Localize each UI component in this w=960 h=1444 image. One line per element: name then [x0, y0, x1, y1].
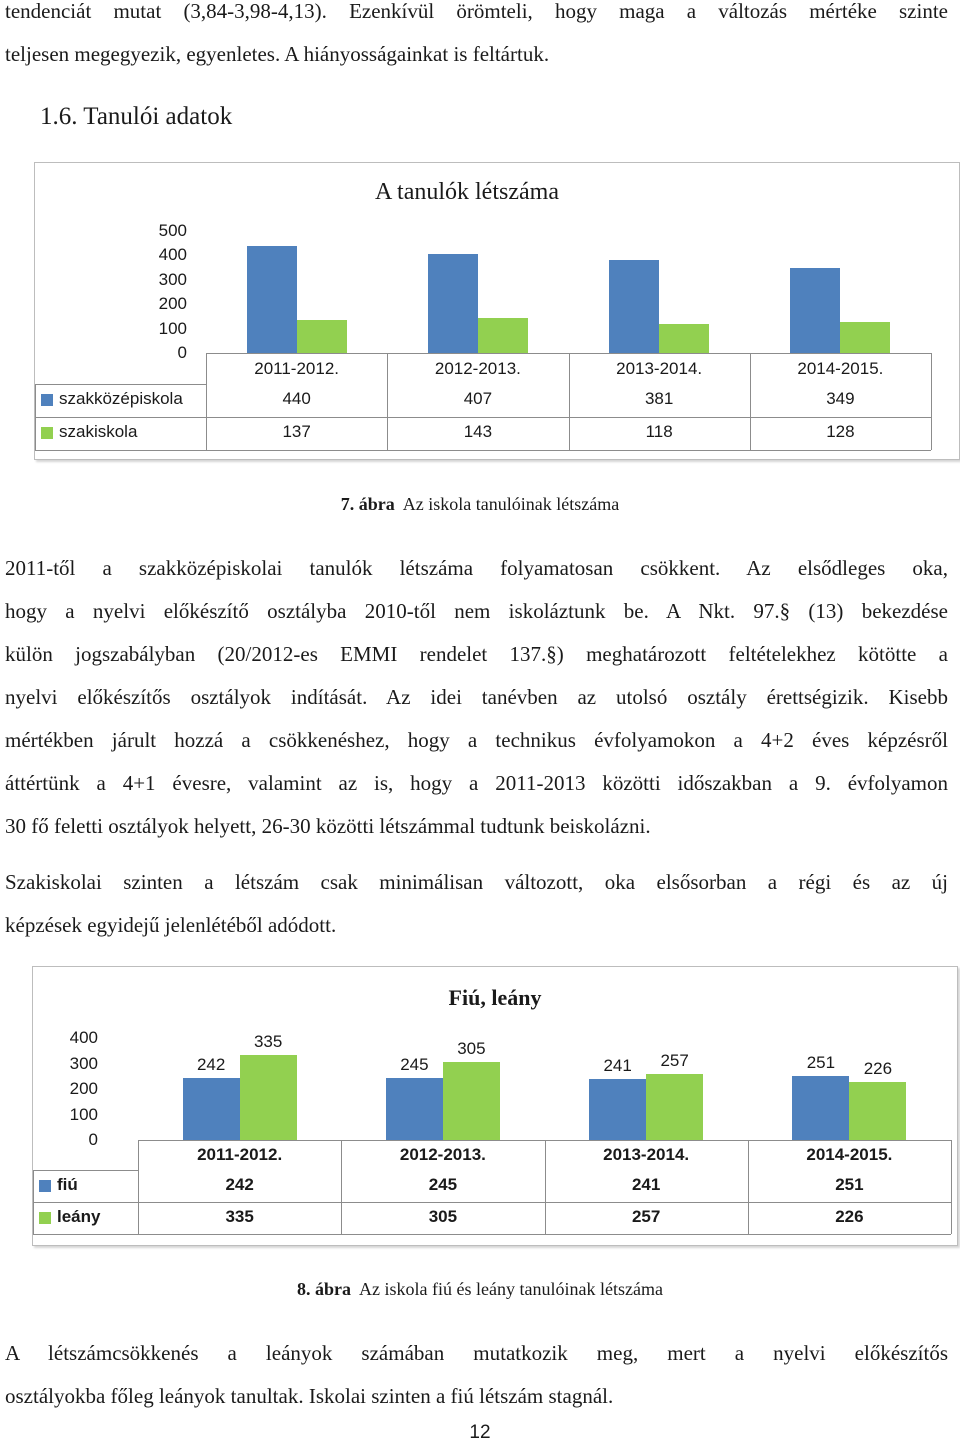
intro-paragraph: [5, 0, 948, 76]
data-label: 245: [400, 1054, 429, 1074]
y-tick-label: 0: [177, 343, 187, 362]
caption-text: Az iskola tanulóinak létszáma: [402, 494, 620, 514]
caption-number: 7. ábra: [340, 494, 395, 514]
page-number: 12: [469, 1422, 491, 1443]
table-cell: 257: [631, 1207, 661, 1226]
y-tick-label: 300: [158, 269, 187, 289]
bar-fiú-2011-2012.: [183, 1078, 240, 1140]
chart-students-count: [34, 162, 960, 460]
table-gridline: [35, 450, 931, 451]
table-gridline: [35, 384, 206, 385]
bar-szakiskola-2014-2015.: [840, 322, 890, 353]
bar-leány-2014-2015.: [849, 1082, 906, 1140]
table-cell: 349: [826, 389, 855, 408]
table-gridline: [35, 417, 931, 418]
text-line: mértékben járult hozzá a csökkenéshez, hogy a technikus évfolyamokon a 4+2 éves képzésről: [5, 728, 948, 752]
y-tick-label: 500: [158, 221, 187, 240]
text-line: képzések egyidejű jelenlétéből adódott.: [5, 913, 337, 937]
table-cell: 242: [225, 1175, 254, 1194]
caption-text: Az iskola fiú és leány tanulóinak létszáma: [359, 1279, 663, 1299]
data-label: 257: [660, 1051, 689, 1071]
bar-szakközépiskola-2014-2015.: [790, 268, 840, 353]
y-tick-label: 100: [158, 318, 187, 338]
text-line: 30 fő feletti osztályok helyett, 26-30 közötti létszámmal tudtunk beiskolázni.: [5, 814, 651, 838]
table-cell: 407: [463, 389, 493, 408]
data-label: 241: [603, 1055, 632, 1075]
bar-leány-2012-2013.: [443, 1062, 500, 1140]
x-tick-label: 2014-2015.: [797, 359, 884, 378]
y-tick-label: 400: [158, 245, 187, 265]
table-cell: 241: [631, 1175, 661, 1194]
data-label: 251: [806, 1052, 836, 1072]
data-label: 226: [863, 1059, 893, 1079]
y-tick-label: 400: [69, 1028, 98, 1047]
legend-key-szakközépiskola: [41, 394, 53, 406]
table-cell: 128: [826, 422, 855, 441]
text-line: nyelvi előkészítős osztályok indítását. Az idei tanévben az utolsó osztály érettségizik. Kisebb: [5, 685, 948, 709]
paragraph-girls: [5, 1332, 948, 1418]
bar-szakközépiskola-2012-2013.: [428, 254, 478, 353]
table-cell: 440: [282, 389, 311, 408]
y-tick-label: 100: [69, 1104, 98, 1124]
table-cell: 335: [225, 1207, 254, 1226]
bar-szakiskola-2012-2013.: [478, 318, 528, 353]
text-line: külön jogszabályban (20/2012-es EMMI rendelet 137.§) meghatározott feltételekhez kötötte a: [5, 642, 948, 666]
text-line: A létszámcsökkenés a leányok számában mutatkozik meg, mert a nyelvi előkészítős: [5, 1341, 948, 1365]
chart-title: Fiú, leány: [448, 985, 542, 1010]
bar-szakközépiskola-2011-2012.: [247, 246, 297, 353]
legend-label: szakiskola: [59, 422, 138, 441]
table-gridline: [33, 1202, 951, 1203]
table-cell: 226: [835, 1207, 864, 1226]
paragraph-vocational: [5, 861, 948, 947]
table-cell: 118: [645, 422, 673, 441]
x-tick-label: 2011-2012.: [254, 359, 339, 378]
x-tick-label: 2012-2013.: [434, 359, 521, 378]
table-gridline: [35, 384, 36, 450]
bar-fiú-2014-2015.: [792, 1076, 849, 1140]
bar-szakközépiskola-2013-2014.: [609, 260, 659, 353]
table-cell: 305: [428, 1207, 458, 1226]
legend-label: leány: [57, 1207, 101, 1226]
caption-number: 8. ábra: [297, 1279, 352, 1299]
text-line: hogy a nyelvi előkészítő osztályba 2010-től nem iskoláztunk be. A Nkt. 97.§ (13) bekezdése: [5, 599, 948, 623]
bar-szakiskola-2013-2014.: [659, 324, 709, 353]
data-label: 242: [196, 1055, 226, 1075]
data-label: 305: [457, 1039, 486, 1059]
text-line: Szakiskolai szinten a létszám csak minimálisan változott, oka elsősorban a régi és az új: [5, 870, 948, 894]
text-line: tendenciát mutat (3,84-3,98-4,13). Ezenkívül örömteli, hogy maga a változás mértéke szinte: [5, 0, 948, 23]
legend-label: fiú: [57, 1175, 78, 1194]
figure-caption: [0, 1279, 960, 1300]
bar-szakiskola-2011-2012.: [297, 320, 347, 353]
table-gridline: [951, 1140, 952, 1234]
y-tick-label: 300: [69, 1053, 98, 1073]
bar-leány-2013-2014.: [646, 1074, 703, 1140]
text-line: 2011-től a szakközépiskolai tanulók létszáma folyamatosan csökkent. Az elsődleges oka,: [5, 556, 948, 580]
legend-key-leány: [39, 1212, 51, 1224]
text-line: áttértünk a 4+1 évesre, valamint az is, hogy a 2011-2013 közötti időszakban a 9. évfolyamon: [5, 771, 948, 795]
table-cell: 143: [463, 422, 493, 441]
table-gridline: [33, 1234, 951, 1235]
x-tick-label: 2013-2014.: [603, 1145, 690, 1164]
data-label: 335: [253, 1031, 283, 1051]
bar-fiú-2013-2014.: [589, 1079, 646, 1140]
table-cell: 245: [428, 1175, 458, 1194]
chart-title: A tanulók létszáma: [375, 179, 559, 205]
table-cell: 137: [282, 422, 311, 441]
legend-key-szakiskola: [41, 427, 53, 439]
bar-fiú-2012-2013.: [386, 1078, 443, 1140]
table-gridline: [931, 353, 932, 450]
table-cell: 381: [644, 389, 674, 408]
text-line: teljesen megegyezik, egyenletes. A hiányosságainkat is feltártuk.: [5, 42, 550, 66]
y-tick-label: 200: [69, 1079, 98, 1098]
y-tick-label: 0: [88, 1130, 98, 1149]
table-cell: 251: [835, 1175, 864, 1194]
x-tick-label: 2012-2013.: [399, 1145, 486, 1164]
table-gridline: [33, 1170, 138, 1171]
figure-caption: [0, 494, 960, 515]
x-tick-label: 2011-2012.: [197, 1145, 283, 1164]
table-gridline: [33, 1170, 34, 1234]
legend-label: szakközépiskola: [59, 389, 183, 408]
chart-boys-girls: [32, 966, 958, 1246]
text-line: osztályokba főleg leányok tanultak. Iskolai szinten a fiú létszám stagnál.: [5, 1384, 614, 1408]
x-tick-label: 2014-2015.: [806, 1145, 893, 1164]
y-tick-label: 200: [158, 294, 187, 314]
paragraph-decline: [5, 547, 948, 848]
section-heading: 1.6. Tanulói adatok: [40, 103, 233, 130]
legend-key-fiú: [39, 1180, 51, 1192]
x-tick-label: 2013-2014.: [616, 359, 703, 378]
bar-leány-2011-2012.: [240, 1055, 297, 1140]
